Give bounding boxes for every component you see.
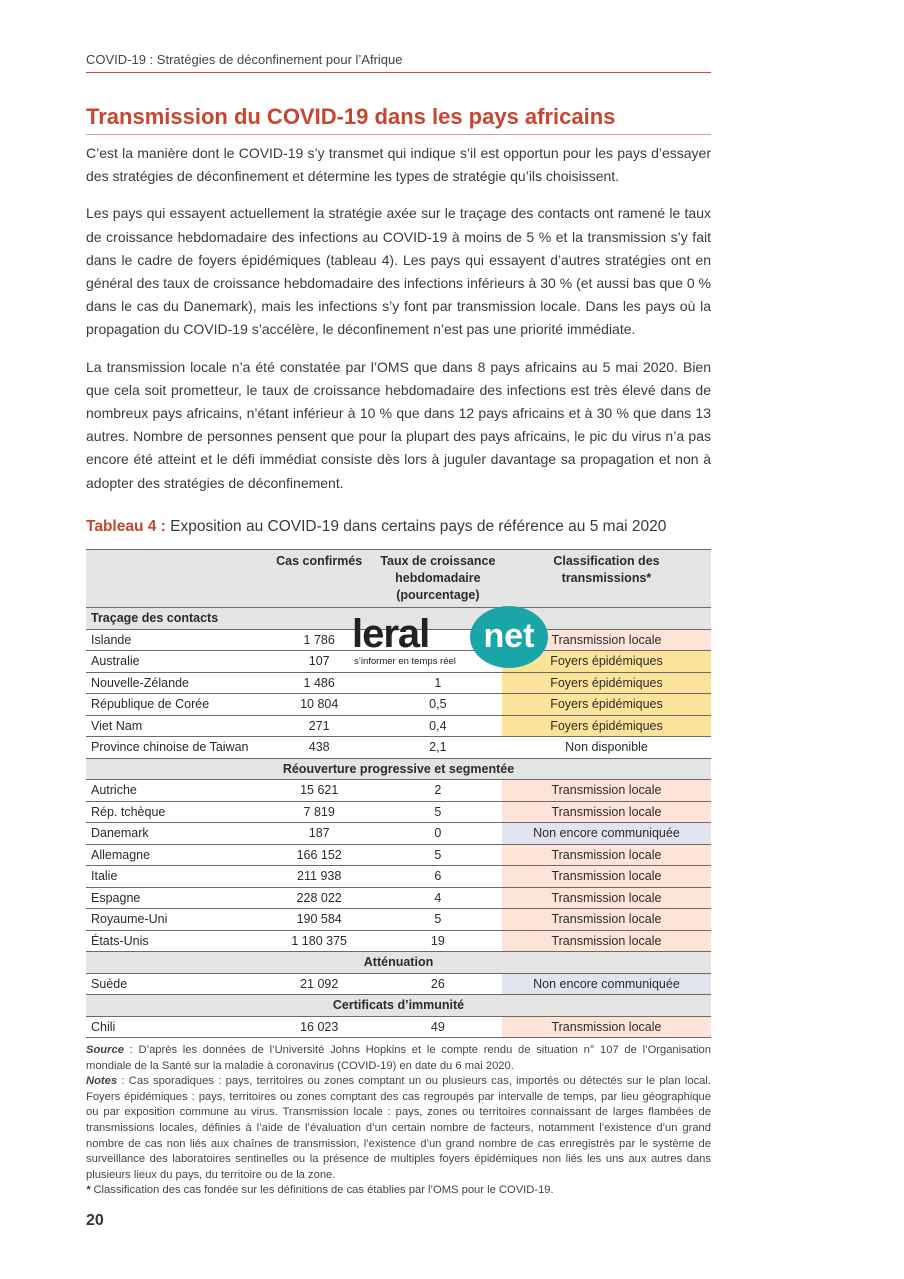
cell-country: Islande [86, 629, 265, 651]
cell-cases: 16 023 [265, 1016, 374, 1038]
cell-country: États-Unis [86, 930, 265, 952]
cell-classification: Non disponible [502, 737, 711, 759]
cell-growth: 4 [374, 887, 502, 909]
asterisk-text: Classification des cas fondée sur les définitions de cas établies par l’OMS pour le COVID-19. [90, 1184, 554, 1197]
table-row [86, 1016, 711, 1038]
cell-country: Espagne [86, 887, 265, 909]
table-row [86, 823, 711, 845]
watermark-tagline: s’informer en temps réel [354, 656, 456, 667]
cell-growth: 0 [374, 823, 502, 845]
table-row [86, 866, 711, 888]
cell-country: Nouvelle-Zélande [86, 672, 265, 694]
cell-country: Autriche [86, 780, 265, 802]
notes-note [86, 1074, 711, 1183]
table-row [86, 844, 711, 866]
table-row [86, 715, 711, 737]
section-title: Transmission du COVID-19 dans les pays africains [86, 104, 711, 135]
cell-country: Province chinoise de Taiwan [86, 737, 265, 759]
cell-country: Viet Nam [86, 715, 265, 737]
table-row [86, 780, 711, 802]
cell-growth: 6 [374, 866, 502, 888]
table-header-row [86, 550, 711, 608]
cell-country: Danemark [86, 823, 265, 845]
watermark-brand-left: leral [352, 612, 430, 656]
cell-classification: Transmission locale [502, 909, 711, 931]
group-label: Réouverture progressive et segmentée [86, 758, 711, 780]
cell-growth: 2 [374, 780, 502, 802]
notes-label: Notes [86, 1075, 118, 1088]
cell-cases: 1 486 [265, 672, 374, 694]
cell-cases: 166 152 [265, 844, 374, 866]
cell-growth: 2,1 [374, 737, 502, 759]
cell-growth: 0,4 [374, 715, 502, 737]
paragraph-3: La transmission locale n’a été constatée par l’OMS que dans 8 pays africains au 5 mai 2020. Bien que cela soit prometteur, le taux de croissance hebdomadaire des infections est très élevé dans de nombreux pays africains, n’étant inférieur à 10 % que dans 12 pays africains et à 30 % que dans 13 autres. Nombre de personnes pensent que pour la plupart des pays africains, le pic du virus n’a pas encore été atteint et le défi immédiat consiste dès lors à juguler davantage sa propagation et non à adopter des stratégies de déconfinement. [86, 358, 711, 491]
cell-growth: 5 [374, 844, 502, 866]
cell-classification: Transmission locale [502, 866, 711, 888]
table-row [86, 672, 711, 694]
table-row [86, 973, 711, 995]
cell-cases: 1 786 [265, 629, 374, 651]
cell-cases: 1 180 375 [265, 930, 374, 952]
header-growth: Taux de croissance hebdomadaire (pourcentage) [374, 550, 502, 608]
cell-classification: Transmission locale [502, 887, 711, 909]
cell-growth: 1 [374, 672, 502, 694]
cell-cases: 187 [265, 823, 374, 845]
cell-country: Allemagne [86, 844, 265, 866]
table-row [86, 930, 711, 952]
cell-country: Australie [86, 651, 265, 673]
asterisk-label: * [86, 1184, 91, 1197]
header-country [86, 550, 265, 608]
cell-classification: Foyers épidémiques [502, 651, 711, 673]
cell-growth: 19 [374, 930, 502, 952]
table-row [86, 887, 711, 909]
header-cases: Cas confirmés [265, 550, 374, 608]
cell-growth: 26 [374, 973, 502, 995]
table-body [86, 608, 711, 1038]
body-text [86, 142, 711, 509]
cell-cases: 438 [265, 737, 374, 759]
cell-growth: 5 [374, 801, 502, 823]
group-label: Certificats d’immunité [86, 995, 711, 1017]
cell-classification: Transmission locale [502, 1016, 711, 1038]
table-row [86, 694, 711, 716]
cell-growth: 0,5 [374, 694, 502, 716]
source-note [86, 1043, 711, 1074]
cell-classification: Transmission locale [502, 844, 711, 866]
cell-country: Italie [86, 866, 265, 888]
table-caption-label: Tableau 4 : [86, 518, 166, 535]
table-caption-text: Exposition au COVID-19 dans certains pays de référence au 5 mai 2020 [165, 518, 667, 535]
cell-country: République de Corée [86, 694, 265, 716]
paragraph-2: Les pays qui essayent actuellement la stratégie axée sur le traçage des contacts ont ramené le taux de croissance hebdomadaire des infections au COVID-19 à moins de 5 % et la transmission s’y fait dans le cadre de foyers épidémiques (tableau 4). Les pays qui essayent d’autres stratégies ont en général des taux de croissance hebdomadaire des infections inférieurs à 30 % (et aussi bas que 0 % dans le cas du Danemark), mais les infections s’y font par transmission locale. Dans les pays où la propagation du COVID-19 s’accélère, le déconfinement n’est pas une priorité immédiate. [86, 205, 711, 338]
cell-country: Rép. tchèque [86, 801, 265, 823]
cell-cases: 10 804 [265, 694, 374, 716]
page-number: 20 [86, 1212, 104, 1229]
notes-text: : Cas sporadiques : pays, territoires ou zones comptant un ou plusieurs cas, importés ou détectés sur le plan local. Foyers épidémiques : pays, territoires ou zones comptant des cas regroupés par intervalle de temps, par lieu géographique ou par exposition commune au virus. Transmission locale : pays, zones ou territoires connaissant de larges flambées de transmissions locales, définies à l’aide de l’évaluation d’un certain nombre de facteurs, notamment l’existence d’un grand nombre de cas non liés aux chaînes de transmission, l’existence d’un grand nombre de cas enregistrés par le système de surveillance des laboratoires sentinelles ou la présence de multiples foyers épidémiques non liés les uns aux autres dans plusieurs lieux du pays, du territoire ou de la zone. [86, 1075, 711, 1181]
source-label: Source [86, 1044, 124, 1056]
cell-growth: 5 [374, 909, 502, 931]
cell-country: Royaume-Uni [86, 909, 265, 931]
table-group-row [86, 995, 711, 1017]
cell-country: Suède [86, 973, 265, 995]
leralnet-watermark [352, 606, 552, 672]
paragraph-1: C’est la manière dont le COVID-19 s’y transmet qui indique s’il est opportun pour les pays d’essayer des stratégies de déconfinement et détermine les types de stratégie qu’ils choisissent. [86, 145, 711, 185]
cell-cases: 228 022 [265, 887, 374, 909]
header-classification: Classification des transmissions* [502, 550, 711, 608]
cell-classification: Foyers épidémiques [502, 672, 711, 694]
table-caption [86, 518, 726, 536]
cell-classification: Transmission locale [502, 629, 711, 651]
table-row [86, 909, 711, 931]
cell-cases: 211 938 [265, 866, 374, 888]
cell-cases: 7 819 [265, 801, 374, 823]
table-row [86, 737, 711, 759]
group-label: Traçage des contacts [86, 608, 711, 630]
cell-classification: Foyers épidémiques [502, 694, 711, 716]
table-group-row [86, 758, 711, 780]
cell-growth: 49 [374, 1016, 502, 1038]
cell-country: Chili [86, 1016, 265, 1038]
cell-cases: 190 584 [265, 909, 374, 931]
cell-cases: 107 [265, 651, 374, 673]
source-text: : D’après les données de l’Université Johns Hopkins et le compte rendu de situation n° 107 de l’Organisation mondiale de la Santé sur la maladie à coronavirus (COVID-19) en date du 6 mai 2020. [86, 1044, 711, 1072]
table-group-row [86, 952, 711, 974]
cell-classification: Transmission locale [502, 780, 711, 802]
cell-classification: Transmission locale [502, 930, 711, 952]
cell-classification: Transmission locale [502, 801, 711, 823]
watermark-brand-right: net [470, 606, 548, 668]
asterisk-note [86, 1183, 711, 1199]
table-row [86, 801, 711, 823]
group-label: Atténuation [86, 952, 711, 974]
cell-classification: Non encore communiquée [502, 823, 711, 845]
cell-cases: 271 [265, 715, 374, 737]
table-notes [86, 1043, 711, 1199]
cell-cases: 21 092 [265, 973, 374, 995]
running-header: COVID-19 : Stratégies de déconfinement pour l’Afrique [86, 52, 711, 73]
cell-cases: 15 621 [265, 780, 374, 802]
cell-classification: Foyers épidémiques [502, 715, 711, 737]
cell-classification: Non encore communiquée [502, 973, 711, 995]
